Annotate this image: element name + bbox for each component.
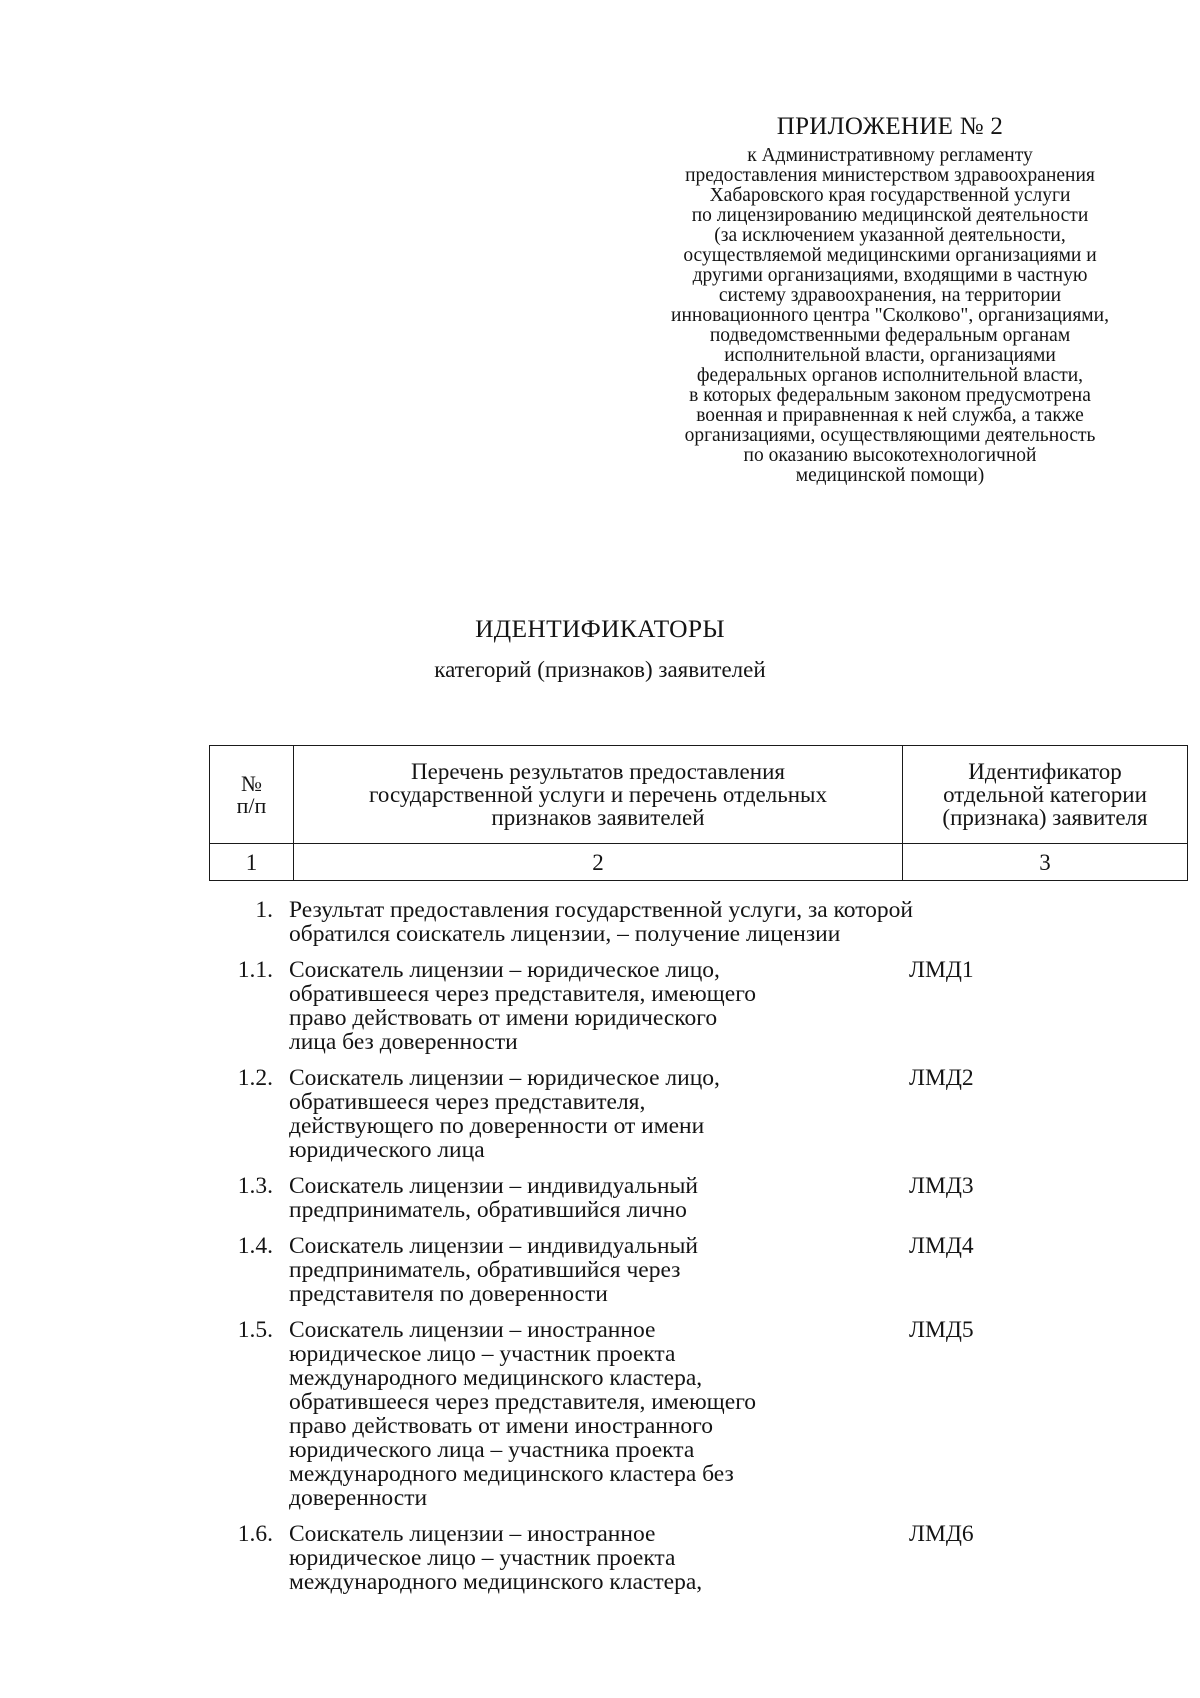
- item-text: [289, 1066, 879, 1162]
- list-item: [209, 1522, 1169, 1594]
- appendix-line: предоставления министерством здравоохранения: [685, 165, 1095, 186]
- item-text-line: юридического лица – участника проекта: [289, 1437, 695, 1463]
- appendix-header: [600, 112, 1180, 486]
- header-cell-line: Идентификатор: [968, 759, 1122, 784]
- header-cell-number: [210, 746, 294, 844]
- list-item: [209, 1234, 1169, 1306]
- item-text-line: обратившееся через представителя,: [289, 1089, 646, 1115]
- item-number: 1.3.: [237, 1173, 273, 1199]
- item-number: 1.6.: [237, 1521, 273, 1547]
- appendix-line: подведомственными федеральным органам: [709, 325, 1071, 346]
- item-identifier-code: ЛМД6: [909, 1521, 974, 1547]
- list-item: [209, 898, 1169, 946]
- appendix-line: систему здравоохранения, на территории: [718, 285, 1062, 306]
- appendix-line: военная и приравненная к ней служба, а также: [696, 405, 1084, 426]
- item-text: [289, 1522, 879, 1594]
- column-number-cell: 1: [210, 844, 294, 881]
- item-number: 1.: [255, 897, 273, 923]
- header-cell-line: отдельной категории: [943, 782, 1147, 807]
- identifiers-list: [209, 898, 1169, 1606]
- item-number: 1.5.: [237, 1317, 273, 1343]
- item-text-line: юридическое лицо – участник проекта: [289, 1341, 676, 1367]
- header-cell-line: (признака) заявителя: [942, 805, 1148, 830]
- item-text-line: Соискатель лицензии – индивидуальный: [289, 1233, 698, 1259]
- item-text-line: международного медицинского кластера без: [289, 1461, 734, 1487]
- item-text: [289, 958, 879, 1054]
- item-text-line: лица без доверенности: [289, 1029, 518, 1055]
- header-cell-line: п/п: [236, 792, 267, 818]
- document-subtitle: категорий (признаков) заявителей: [434, 657, 766, 682]
- item-number: 1.1.: [237, 957, 273, 983]
- list-item: [209, 1174, 1169, 1222]
- item-text-line: предприниматель, обратившийся лично: [289, 1197, 687, 1223]
- appendix-line: Хабаровского края государственной услуги: [709, 185, 1071, 206]
- item-text-line: Соискатель лицензии – индивидуальный: [289, 1173, 698, 1199]
- item-text-line: право действовать от имени юридического: [289, 1005, 718, 1031]
- identifiers-table-header: [209, 745, 1188, 881]
- appendix-line: организациями, осуществляющими деятельность: [684, 425, 1096, 446]
- item-text-line: Соискатель лицензии – юридическое лицо,: [289, 957, 720, 983]
- appendix-line: в которых федеральным законом предусмотрена: [689, 385, 1091, 406]
- header-cell-line: Перечень результатов предоставления: [411, 759, 785, 784]
- item-text-line: обратился соискатель лицензии, – получение лицензии: [289, 921, 841, 947]
- item-identifier-code: ЛМД2: [909, 1065, 974, 1091]
- header-cell-results: [294, 746, 903, 844]
- list-item: [209, 958, 1169, 1054]
- item-identifier-code: ЛМД5: [909, 1317, 974, 1343]
- list-item: [209, 1066, 1169, 1162]
- appendix-line: по лицензированию медицинской деятельности: [691, 205, 1089, 226]
- appendix-line: федеральных органов исполнительной власти,: [696, 365, 1084, 386]
- appendix-line: по оказанию высокотехнологичной: [743, 445, 1037, 466]
- item-text-line: юридического лица: [289, 1137, 485, 1163]
- column-numbers-row: [210, 844, 1188, 881]
- item-text-line: действующего по доверенности от имени: [289, 1113, 705, 1139]
- item-text-line: обратившееся через представителя, имеющего: [289, 1389, 756, 1415]
- appendix-line: к Административному регламенту: [747, 145, 1033, 166]
- item-identifier-code: ЛМД4: [909, 1233, 974, 1259]
- column-number-cell: 2: [294, 844, 903, 881]
- item-text: [289, 898, 1109, 946]
- item-text-line: международного медицинского кластера,: [289, 1365, 703, 1391]
- appendix-line: исполнительной власти, организациями: [724, 345, 1056, 366]
- table-header-row: [210, 746, 1188, 844]
- item-identifier-code: ЛМД1: [909, 957, 974, 983]
- header-cell-line: №: [241, 770, 262, 796]
- header-cell-identifier: [903, 746, 1188, 844]
- appendix-line: другими организациями, входящими в частную: [692, 265, 1088, 286]
- header-cell-line: признаков заявителей: [491, 805, 705, 830]
- item-text-line: Результат предоставления государственной услуги, за которой: [289, 897, 914, 923]
- item-text-line: доверенности: [289, 1485, 428, 1511]
- item-text: [289, 1234, 879, 1306]
- appendix-text: [600, 146, 1180, 486]
- item-text-line: предприниматель, обратившийся через: [289, 1257, 681, 1283]
- item-identifier-code: ЛМД3: [909, 1173, 974, 1199]
- header-cell-line: государственной услуги и перечень отдельных: [369, 782, 827, 807]
- appendix-title: ПРИЛОЖЕНИЕ № 2: [776, 113, 1004, 140]
- item-text: [289, 1318, 879, 1510]
- item-text-line: представителя по доверенности: [289, 1281, 608, 1307]
- item-text-line: Соискатель лицензии – иностранное: [289, 1521, 656, 1547]
- appendix-line: медицинской помощи): [795, 465, 985, 486]
- item-text-line: юридическое лицо – участник проекта: [289, 1545, 676, 1571]
- document-title: ИДЕНТИФИКАТОРЫ: [475, 614, 725, 643]
- appendix-line: (за исключением указанной деятельности,: [714, 225, 1066, 246]
- item-number: 1.4.: [237, 1233, 273, 1259]
- item-text-line: обратившееся через представителя, имеющего: [289, 981, 756, 1007]
- item-text-line: Соискатель лицензии – юридическое лицо,: [289, 1065, 720, 1091]
- item-text-line: Соискатель лицензии – иностранное: [289, 1317, 656, 1343]
- item-text-line: право действовать от имени иностранного: [289, 1413, 713, 1439]
- appendix-line: инновационного центра "Сколково", организациями,: [671, 305, 1109, 326]
- item-text-line: международного медицинского кластера,: [289, 1569, 703, 1595]
- list-item: [209, 1318, 1169, 1510]
- item-number: 1.2.: [237, 1065, 273, 1091]
- appendix-line: осуществляемой медицинскими организациями и: [683, 245, 1097, 266]
- column-number-cell: 3: [903, 844, 1188, 881]
- item-text: [289, 1174, 879, 1222]
